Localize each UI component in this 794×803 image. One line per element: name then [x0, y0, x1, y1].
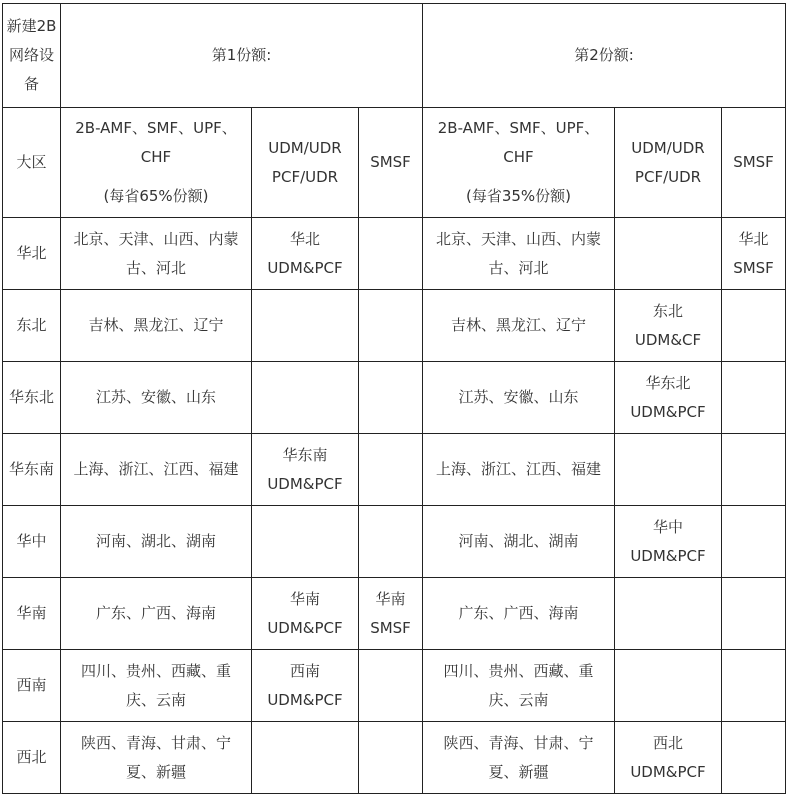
- s1-provinces-cell: [61, 290, 252, 362]
- province-line: 四川、贵州、西藏、重: [443, 661, 594, 680]
- s2-udm-cell: [615, 290, 722, 362]
- province-line: 江苏、安徽、山东: [458, 388, 579, 406]
- s1-smsf-cell: [359, 434, 423, 506]
- smsf-line: 华南: [375, 589, 406, 608]
- udm-line: UDM/UDR: [631, 138, 705, 157]
- share1-smsf-header: SMSF: [359, 108, 423, 218]
- udm-line: 华中: [652, 517, 683, 536]
- nf-line: CHF: [503, 148, 534, 166]
- smsf-line: SMSF: [733, 258, 774, 277]
- s1-provinces-cell: [61, 362, 252, 434]
- s1-smsf-cell: [359, 578, 423, 650]
- province-line: 古、河北: [125, 258, 186, 277]
- province-line: 河南、湖北、湖南: [95, 532, 216, 550]
- province-line: 北京、天津、山西、内蒙: [73, 229, 239, 248]
- udm-line: UDM&PCF: [267, 618, 343, 637]
- share1-udm-header: [252, 108, 359, 218]
- udm-line: UDM&PCF: [630, 762, 706, 781]
- province-line: 陕西、青海、甘肃、宁: [443, 733, 594, 752]
- province-line: 上海、浙江、江西、福建: [73, 460, 239, 478]
- province-line: 广东、广西、海南: [458, 604, 579, 622]
- s2-provinces-cell: [423, 362, 615, 434]
- header-row: [3, 4, 786, 108]
- share1-nf-header: [61, 108, 252, 218]
- s1-provinces-cell: [61, 434, 252, 506]
- s2-provinces-cell: [423, 434, 615, 506]
- province-line: 上海、浙江、江西、福建: [435, 460, 601, 478]
- s2-udm-cell: [615, 722, 722, 794]
- udm-line: 东北: [652, 301, 683, 320]
- province-line: 河南、湖北、湖南: [458, 532, 579, 550]
- smsf-line: SMSF: [370, 618, 411, 637]
- udm-line: UDM&CF: [634, 330, 702, 349]
- corner-line: 新建2B: [6, 17, 57, 35]
- udm-line: UDM&PCF: [267, 258, 343, 277]
- s2-smsf-cell: [722, 434, 786, 506]
- s1-udm-cell: [252, 218, 359, 290]
- s2-udm-cell: [615, 362, 722, 434]
- s2-provinces-cell: [423, 578, 615, 650]
- table-row: [3, 578, 786, 650]
- province-line: 夏、新疆: [488, 762, 549, 781]
- s1-smsf-cell: [359, 362, 423, 434]
- province-line: 四川、贵州、西藏、重: [80, 661, 231, 680]
- udm-line: UDM/UDR: [268, 138, 342, 157]
- s1-udm-cell: [252, 578, 359, 650]
- s1-smsf-cell: [359, 650, 423, 722]
- s1-smsf-cell: [359, 290, 423, 362]
- province-line: 吉林、黑龙江、辽宁: [450, 316, 586, 334]
- s2-smsf-cell: [722, 218, 786, 290]
- s1-udm-cell: [252, 722, 359, 794]
- nf-line: 2B-AMF、SMF、UPF、: [75, 119, 237, 137]
- region-cell: 华北: [3, 218, 61, 290]
- s2-udm-cell: [615, 650, 722, 722]
- s1-smsf-cell: [359, 722, 423, 794]
- smsf-line: 华北: [738, 229, 769, 248]
- s2-provinces-cell: [423, 290, 615, 362]
- province-line: 庆、云南: [488, 690, 549, 709]
- s2-smsf-cell: [722, 290, 786, 362]
- region-cell: 西北: [3, 722, 61, 794]
- share1-header: 第1份额:: [61, 4, 423, 108]
- table-row: [3, 290, 786, 362]
- corner-cell: [3, 4, 61, 108]
- province-line: 古、河北: [488, 258, 549, 277]
- province-line: 夏、新疆: [125, 762, 186, 781]
- s1-provinces-cell: [61, 218, 252, 290]
- s1-udm-cell: [252, 506, 359, 578]
- share-percent-note: (每省35%份额): [465, 187, 572, 205]
- s2-smsf-cell: [722, 578, 786, 650]
- table-row: [3, 362, 786, 434]
- share-percent-note: (每省65%份额): [103, 187, 209, 205]
- s2-provinces-cell: [423, 218, 615, 290]
- s1-smsf-cell: [359, 218, 423, 290]
- udm-line: UDM&PCF: [630, 546, 706, 565]
- udm-line: 西南: [289, 661, 320, 680]
- nf-line: 2B-AMF、SMF、UPF、: [437, 119, 600, 137]
- udm-line: PCF/UDR: [271, 167, 339, 186]
- s2-udm-cell: [615, 218, 722, 290]
- s2-provinces-cell: [423, 650, 615, 722]
- province-line: 陕西、青海、甘肃、宁: [80, 733, 231, 752]
- province-line: 吉林、黑龙江、辽宁: [88, 316, 224, 334]
- s1-udm-cell: [252, 290, 359, 362]
- s1-provinces-cell: [61, 722, 252, 794]
- s2-udm-cell: [615, 434, 722, 506]
- nf-line: CHF: [140, 148, 172, 166]
- udm-line: UDM&PCF: [630, 402, 706, 421]
- table-row: [3, 506, 786, 578]
- udm-line: 西北: [652, 733, 683, 752]
- region-cell: 华东南: [3, 434, 61, 506]
- udm-line: 华东南: [282, 445, 328, 464]
- province-line: 北京、天津、山西、内蒙: [435, 229, 601, 248]
- region-cell: 西南: [3, 650, 61, 722]
- share2-udm-header: [615, 108, 722, 218]
- udm-line: 华北: [289, 229, 320, 248]
- corner-line: 网络设: [8, 46, 54, 64]
- s2-udm-cell: [615, 506, 722, 578]
- s2-smsf-cell: [722, 362, 786, 434]
- udm-line: PCF/UDR: [634, 167, 702, 186]
- table-row: [3, 650, 786, 722]
- province-line: 广东、广西、海南: [95, 604, 216, 622]
- s2-smsf-cell: [722, 650, 786, 722]
- share2-smsf-header: SMSF: [722, 108, 786, 218]
- udm-line: UDM&PCF: [267, 474, 343, 493]
- corner-line: 备: [23, 75, 39, 93]
- s2-smsf-cell: [722, 506, 786, 578]
- table-row: [3, 434, 786, 506]
- s1-provinces-cell: [61, 578, 252, 650]
- udm-line: 华东北: [645, 373, 691, 392]
- table-row: [3, 218, 786, 290]
- s1-udm-cell: [252, 434, 359, 506]
- subheader-row: [3, 108, 786, 218]
- share2-nf-header: [423, 108, 615, 218]
- region-cell: 华南: [3, 578, 61, 650]
- s2-udm-cell: [615, 578, 722, 650]
- udm-line: UDM&PCF: [267, 690, 343, 709]
- table-row: [3, 722, 786, 794]
- province-line: 庆、云南: [125, 690, 186, 709]
- s1-udm-cell: [252, 362, 359, 434]
- region-cell: 华中: [3, 506, 61, 578]
- share-allocation-table: [2, 3, 786, 794]
- s1-smsf-cell: [359, 506, 423, 578]
- s2-provinces-cell: [423, 506, 615, 578]
- region-header: 大区: [3, 108, 61, 218]
- share2-header: 第2份额:: [423, 4, 786, 108]
- udm-line: 华南: [289, 589, 320, 608]
- s1-udm-cell: [252, 650, 359, 722]
- region-cell: 华东北: [3, 362, 61, 434]
- s1-provinces-cell: [61, 650, 252, 722]
- region-cell: 东北: [3, 290, 61, 362]
- s2-smsf-cell: [722, 722, 786, 794]
- s2-provinces-cell: [423, 722, 615, 794]
- s1-provinces-cell: [61, 506, 252, 578]
- province-line: 江苏、安徽、山东: [95, 388, 216, 406]
